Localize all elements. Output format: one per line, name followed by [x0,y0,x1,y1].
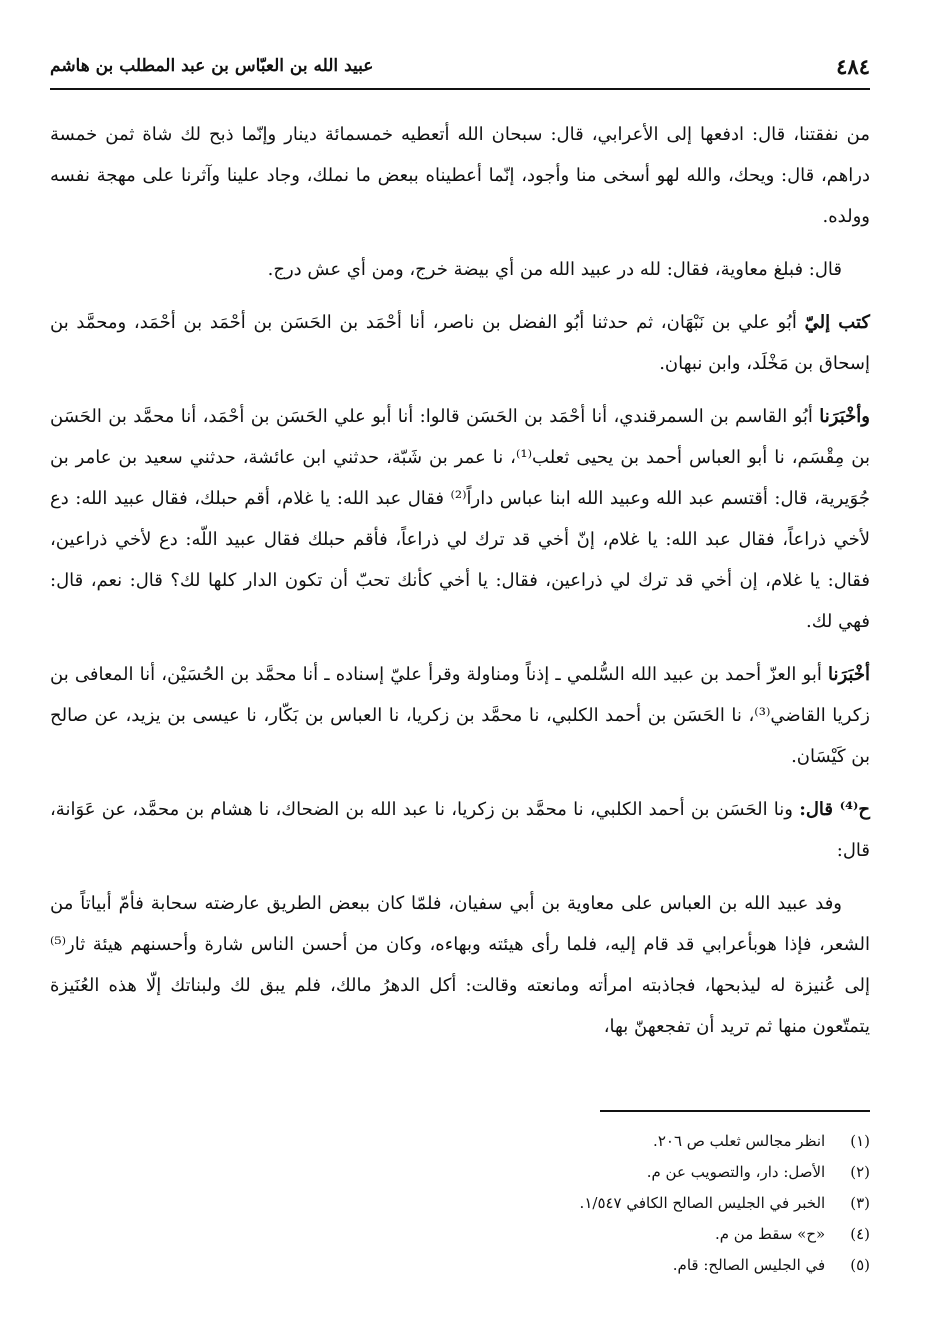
page-number: ٤٨٤ [836,54,870,79]
footnotes [50,1110,870,1281]
footnote-separator [600,1110,870,1112]
footnote-list [50,1126,870,1281]
footnote-item [50,1157,870,1188]
footnote-number: (٣) [850,1194,870,1212]
isnad-keyword: أخْبَرَنا [828,664,870,685]
footnote-number: (٥) [850,1256,870,1274]
paragraph [50,249,870,290]
footnote-text: في الجليس الصالح: قام. [672,1256,826,1274]
paragraph [50,883,870,1047]
isnad-paragraph [50,789,870,871]
main-text [50,114,870,1047]
paragraph-text: من نفقتنا، قال: ادفعها إلى الأعرابي، قال: سبحان الله أتعطيه خمسمائة دينار وإنّما ذبح لك شاة ثمن خمسة دراهم، قال: ويحك، والله لهو أسخى منا وأجود، إنّما أعطيناه ببعض ما نملك، وجاد علينا وآثرنا على مهجة نفسه وولده. [50,124,870,227]
footnote-text: الخبر في الجليس الصالح الكافي ١/٥٤٧. [579,1194,826,1212]
isnad-paragraph [50,654,870,777]
footnote-number: (٢) [850,1163,870,1181]
isnad-keyword: ح⁽⁴⁾ قال: [799,799,870,820]
paragraph-text: أبُو القاسم بن السمرقندي، أنا أحْمَد بن الحَسَن قالوا: أنا أبو علي الحَسَن بن أحْمَد، أنا محمَّد بن الحَسَن بن مِقْسَم، نا أبو العباس أحمد بن يحيى ثعلب⁽¹⁾، نا عمر بن شَبّة، حدثني ابن عائشة، حدثني سعيد بن عامر بن جُوَيرية، قال: أقتسم عبد الله وعبيد الله ابنا عباس داراً⁽²⁾ فقال عبد الله: يا غلام، أقم حبلك، فقال عبيد الله: دع لأخي ذراعاً، فقال عبد الله: يا غلام، إنّ أخي قد ترك لي ذراعاً، فأقم حبلك فقال عبيد اللّه: دع لأخي ذراعين، فقال: يا غلام، إن أخي قد ترك لي ذراعين، فقال: يا أخي كأنك تحبّ أن تكون الدار كلها لك؟ قال: نعم، قال: فهي لك. [50,406,870,632]
isnad-paragraph [50,396,870,642]
page-header [50,52,870,90]
footnote-text: «ح» سقط من م. [714,1225,826,1243]
paragraph-text: أبو العزّ أحمد بن عبيد الله السُّلمي ـ إذناً ومناولة وقرأ عليّ إسناده ـ أنا محمَّد بن الحُسَيْن، أنا المعافى بن زكريا القاضي⁽³⁾، نا الحَسَن بن أحمد الكلبي، نا محمَّد بن زكريا، نا العباس بن بَكّار، نا عيسى بن يزيد، عن صالح بن كَيْسَان. [50,664,870,767]
paragraph-text: قال: فبلغ معاوية، فقال: لله در عبيد الله من أي بيضة خرج، ومن أي عش درج. [267,259,842,280]
isnad-paragraph [50,302,870,384]
footnote-item [50,1250,870,1281]
running-title: عبيد الله بن العبّاس بن عبد المطلب بن هاشم [50,56,374,76]
footnote-text: انظر مجالس ثعلب ص ٢٠٦. [653,1132,826,1150]
isnad-keyword: وأخْبَرَنا [819,406,870,427]
footnote-item [50,1219,870,1250]
footnote-text: الأصل: دار، والتصويب عن م. [646,1163,826,1181]
paragraph-text: أبُو علي بن نَبْهَان، ثم حدثنا أبُو الفضل بن ناصر، أنا أحْمَد بن الحَسَن بن أحْمَد بن أحْمَد، ومحمَّد بن إسحاق بن مَخْلَد، وابن نبهان. [50,312,870,374]
book-page [50,52,870,1292]
footnote-item [50,1188,870,1219]
isnad-keyword: كتب إليّ [804,312,870,333]
footnote-number: (١) [850,1132,870,1150]
paragraph [50,114,870,237]
footnote-number: (٤) [850,1225,870,1243]
footnote-item [50,1126,870,1157]
paragraph-text: ونا الحَسَن بن أحمد الكلبي، نا محمَّد بن زكريا، نا عبد الله بن الضحاك، نا هشام بن محمَّد، عن عَوَانة، قال: [50,799,870,861]
paragraph-text: وفد عبيد الله بن العباس على معاوية بن أبي سفيان، فلمّا كان ببعض الطريق عارضته سحابة فأمّ أبياتاً من الشعر، فإذا هوبأعرابي قد قام إليه، فلما رأى هيئته وبهاءه، وكان من أحسن الناس شارة وأحسنهم هيئة ثار⁽⁵⁾ إلى عُنيزة له ليذبحها، فجاذبته امرأته ومانعته وقالت: أكل الدهرُ مالك، فلم يبق لك ولبناتك إلّا هذه العُنَيزة يتمتّعون منها ثم تريد أن تفجعهنّ بها، [50,893,870,1037]
